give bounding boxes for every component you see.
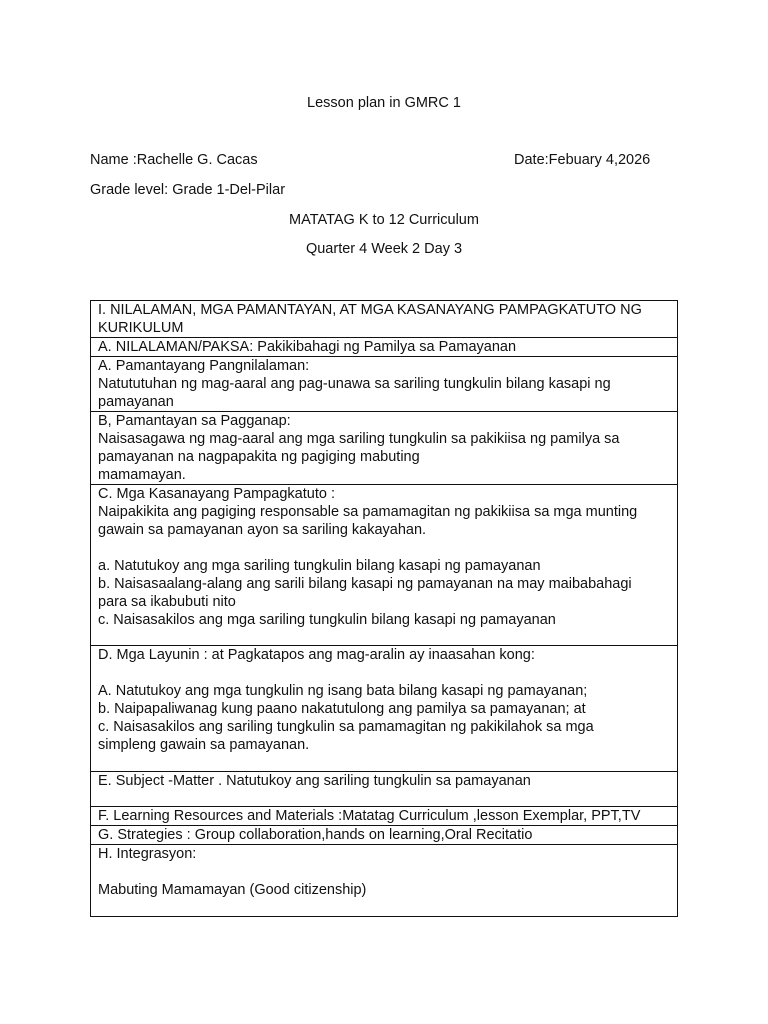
curriculum-label: MATATAG K to 12 Curriculum — [289, 212, 479, 228]
table-row — [91, 301, 678, 338]
section-learning-competencies: C. Mga Kasanayang Pampagkatuto : Naipakikita ang pagiging responsable sa pamamagitan ng pakikiisa sa mga munting gawain sa pamayanan ayon sa sariling kakayahan. a. Natutukoy ang mga sariling tungkulin bilang kasapi ng pamayanan b. Naisasaalang-alang ang sarili bilang kasapi ng pamayanan na may maibabahagi para sa ikabubuti nito c. Naisasakilos ang mga sariling tungkulin bilang kasapi ng pamayanan — [91, 485, 678, 646]
section-heading-content-standards: I. NILALAMAN, MGA PAMANTAYAN, AT MGA KASANAYANG PAMPAGKATUTO NG KURIKULUM — [91, 301, 678, 338]
lesson-date: Date:Febuary 4,2026 — [514, 152, 651, 168]
table-row — [91, 826, 678, 845]
section-integration: H. Integrasyon: Mabuting Mamamayan (Good citizenship) — [91, 845, 678, 917]
table-row — [91, 646, 678, 772]
grade-level: Grade level: Grade 1-Del-Pilar — [90, 182, 286, 198]
section-strategies: G. Strategies : Group collaboration,hands on learning,Oral Recitatio — [91, 826, 678, 845]
section-learning-resources: F. Learning Resources and Materials :Matatag Curriculum ,lesson Exemplar, PPT,TV — [91, 807, 678, 826]
table-row — [91, 485, 678, 646]
section-subject-matter: E. Subject -Matter . Natutukoy ang sariling tungkulin sa pamayanan — [91, 772, 678, 807]
teacher-name: Name :Rachelle G. Cacas — [90, 152, 258, 168]
section-content-standard: A. Pamantayang Pangnilalaman: Natututuhan ng mag-aaral ang pag-unawa sa sariling tungkulin bilang kasapi ng pamayanan — [91, 357, 678, 412]
table-row — [91, 845, 678, 917]
table-row — [91, 412, 678, 485]
section-performance-standard: B, Pamantayan sa Pagganap: Naisasagawa ng mag-aaral ang mga sariling tungkulin sa pakikiisa ng pamilya sa pamayanan na nagpapakita ng pagiging mabuting mamamayan. — [91, 412, 678, 485]
lesson-plan-table — [90, 300, 678, 917]
section-objectives: D. Mga Layunin : at Pagkatapos ang mag-aralin ay inaasahan kong: A. Natutukoy ang mga tungkulin ng isang bata bilang kasapi ng pamayanan; b. Naipapaliwanag kung paano nakatutulong ang pamilya sa pamayanan; at c. Naisasakilos ang sariling tungkulin sa pamamagitan ng pakikilahok sa mga simpleng gawain sa pamayanan. — [91, 646, 678, 772]
quarter-label: Quarter 4 Week 2 Day 3 — [305, 241, 463, 257]
table-row — [91, 807, 678, 826]
table-row — [91, 772, 678, 807]
section-topic: A. NILALAMAN/PAKSA: Pakikibahagi ng Pamilya sa Pamayanan — [91, 338, 678, 357]
table-row — [91, 338, 678, 357]
table-row — [91, 357, 678, 412]
document-title: Lesson plan in GMRC 1 — [307, 95, 461, 111]
